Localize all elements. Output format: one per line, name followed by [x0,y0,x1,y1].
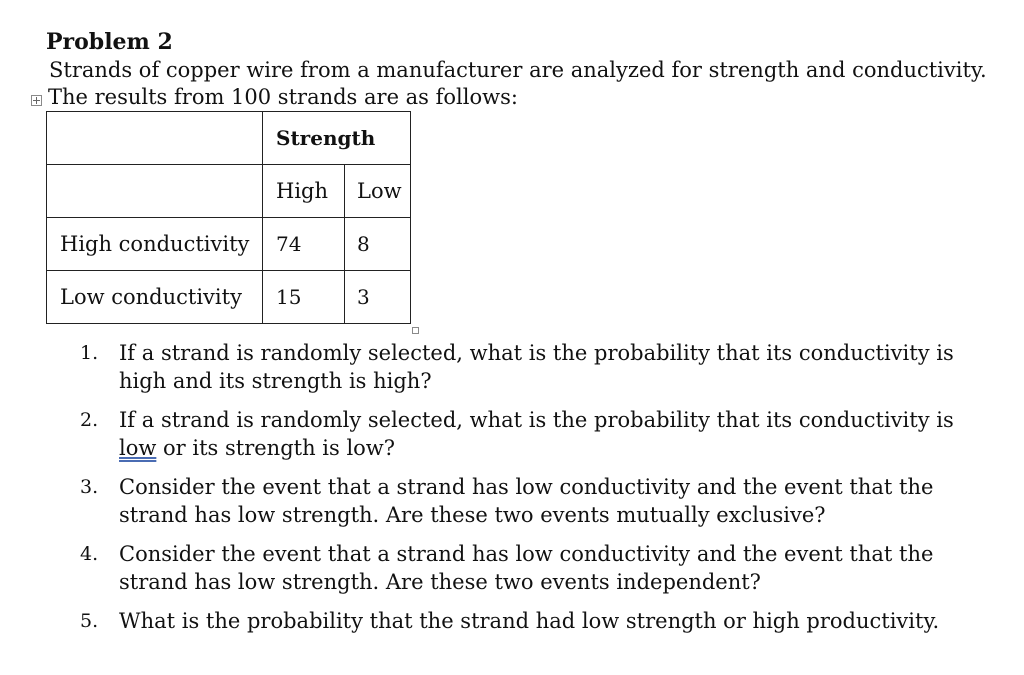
intro-text-line-1: Strands of copper wire from a manufacturer are analyzed for strength and conductivity. [49,58,987,82]
table-resize-handle-icon[interactable] [412,327,419,334]
cell-high-cond-high-strength: 74 [263,218,345,271]
table-subheader-row [47,165,411,218]
table-row [47,271,411,324]
list-item [80,406,980,462]
list-item [80,607,980,635]
question-text: Consider the event that a strand has low conductivity and the event that the strand has low strength. Are these two events independent? [119,542,934,594]
question-text: Consider the event that a strand has low conductivity and the event that the strand has low strength. Are these two events mutually exclusive? [119,475,934,527]
question-text-start: If a strand is randomly selected, what is the probability that its conductivity is [119,408,954,432]
table-header-row [47,112,411,165]
table-row [47,218,411,271]
table-move-handle-icon[interactable] [31,95,42,106]
table-corner-cell [47,112,263,165]
results-table [46,111,411,324]
problem-title: Problem 2 [46,29,173,55]
cell-low-cond-high-strength: 15 [263,271,345,324]
grammar-marked-word[interactable]: low [119,436,157,460]
question-number: 5. [80,610,99,632]
row-label-low-conductivity: Low conductivity [47,271,263,324]
high-strength-header: High [263,165,345,218]
question-number: 1. [80,342,99,364]
question-number: 2. [80,409,99,431]
low-strength-header: Low [345,165,411,218]
question-number: 3. [80,476,99,498]
list-item [80,540,980,596]
question-text: If a strand is randomly selected, what is the probability that its conductivity is high and its strength is high? [119,341,954,393]
intro-text-line-2: The results from 100 strands are as follows: [48,85,518,109]
table-empty-cell [47,165,263,218]
list-item [80,473,980,529]
cell-high-cond-low-strength: 8 [345,218,411,271]
question-list [80,339,980,646]
question-text: What is the probability that the strand had low strength or high productivity. [119,609,940,633]
question-number: 4. [80,543,99,565]
list-item [80,339,980,395]
cell-low-cond-low-strength: 3 [345,271,411,324]
question-text-end: or its strength is low? [156,436,396,460]
strength-header: Strength [263,112,411,165]
row-label-high-conductivity: High conductivity [47,218,263,271]
